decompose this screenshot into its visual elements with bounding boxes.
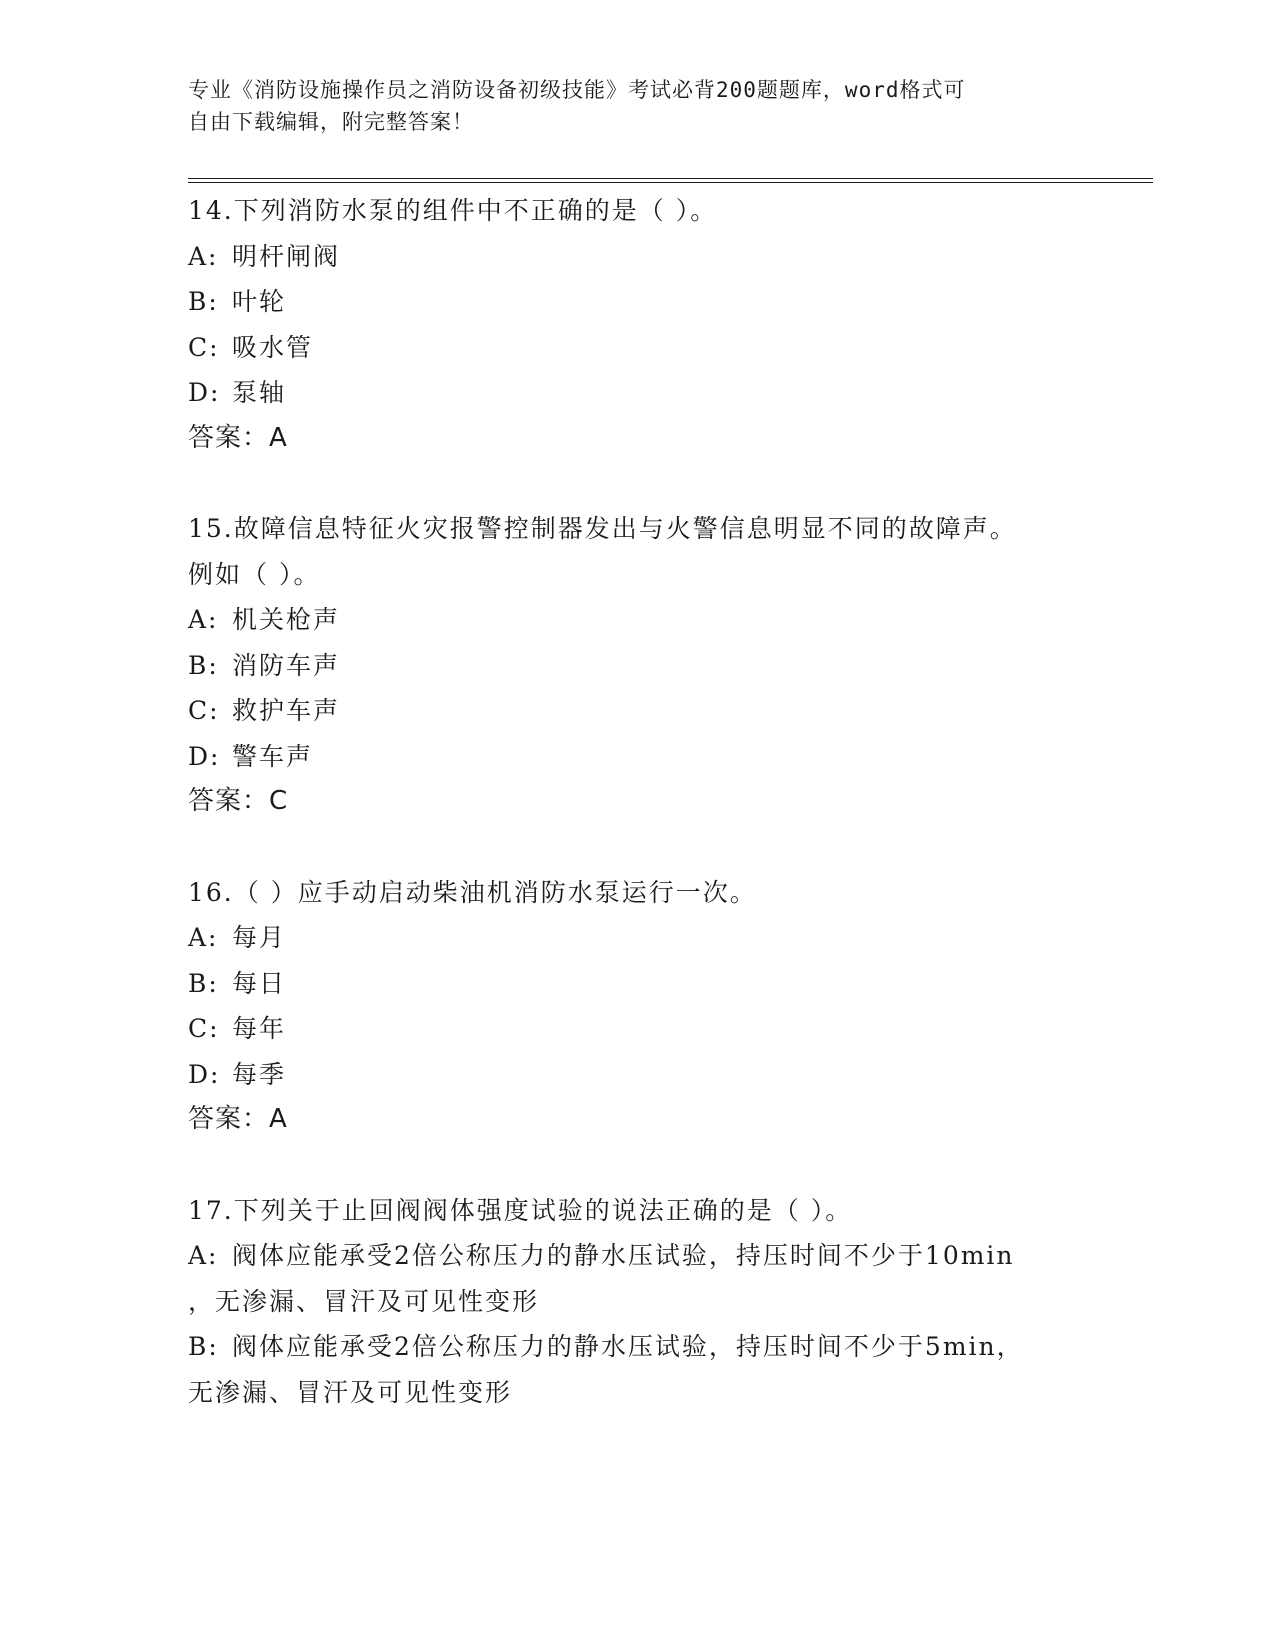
option-a <box>188 234 1148 280</box>
question-14 <box>188 188 1148 461</box>
option-text-continued: 无渗漏、冒汗及可见性变形 <box>188 1377 513 1407</box>
option-b <box>188 279 1148 325</box>
question-text: 15.故障信息特征火灾报警控制器发出与火警信息明显不同的故障声。 <box>188 514 1017 543</box>
option-letter: A: <box>188 923 219 952</box>
option-text: 每季 <box>232 1059 287 1089</box>
option-a <box>188 915 1148 961</box>
option-letter: C: <box>188 332 220 362</box>
option-text: 阀体应能承受2倍公称压力的静水压试验，持压时间不少于10min <box>232 1241 1015 1270</box>
option-b <box>188 1324 1148 1370</box>
question-text: 16.（ ）应手动启动柴油机消防水泵运行一次。 <box>188 877 757 907</box>
option-a <box>188 1233 1148 1279</box>
option-letter: A: <box>188 1241 219 1270</box>
header-line-2: 自由下载编辑，附完整答案！ <box>188 110 474 134</box>
option-letter: A: <box>188 605 219 634</box>
answer-line: 答案：A <box>188 1104 288 1134</box>
option-letter: D: <box>188 378 221 407</box>
option-a-continued <box>188 1279 1148 1325</box>
option-text: 每月 <box>232 923 287 952</box>
option-text: 每日 <box>232 968 287 998</box>
page-header <box>188 74 1088 138</box>
option-text: 阀体应能承受2倍公称压力的静水压试验，持压时间不少于5min， <box>232 1332 1024 1361</box>
question-16 <box>188 870 1148 1143</box>
option-letter: B: <box>188 1332 219 1361</box>
option-letter: A: <box>188 241 219 271</box>
option-letter: B: <box>188 650 219 680</box>
header-divider-bottom <box>188 182 1153 183</box>
option-letter: C: <box>188 1014 220 1043</box>
option-letter: D: <box>188 741 221 771</box>
question-15 <box>188 506 1148 825</box>
option-text: 叶轮 <box>232 287 287 316</box>
question-text-continued: 例如（ ）。 <box>188 559 321 589</box>
option-c <box>188 1006 1148 1052</box>
question-17 <box>188 1188 1148 1416</box>
option-a <box>188 597 1148 643</box>
option-text: 警车声 <box>232 741 314 771</box>
question-text: 17.下列关于止回阀阀体强度试验的说法正确的是（ ）。 <box>188 1195 853 1225</box>
question-list <box>188 188 1148 1460</box>
header-line-1: 专业《消防设施操作员之消防设备初级技能》考试必背200题题库，word格式可 <box>188 78 966 102</box>
answer-line: 答案：C <box>188 786 289 816</box>
option-c <box>188 325 1148 371</box>
option-text: 机关枪声 <box>232 605 341 634</box>
option-text-continued: ，无渗漏、冒汗及可见性变形 <box>188 1286 540 1316</box>
option-d <box>188 370 1148 416</box>
option-letter: B: <box>188 968 219 998</box>
option-b <box>188 643 1148 689</box>
option-text: 每年 <box>232 1014 287 1043</box>
answer-line: 答案：A <box>188 422 288 453</box>
option-c <box>188 688 1148 734</box>
option-text: 明杆闸阀 <box>232 241 341 271</box>
option-text: 泵轴 <box>232 378 287 407</box>
option-text: 消防车声 <box>232 650 341 680</box>
option-text: 救护车声 <box>232 696 341 725</box>
option-letter: B: <box>188 287 219 316</box>
option-b <box>188 961 1148 1007</box>
option-letter: D: <box>188 1059 221 1089</box>
option-text: 吸水管 <box>232 332 314 362</box>
option-b-continued <box>188 1370 1148 1416</box>
option-d <box>188 734 1148 780</box>
header-divider-top <box>188 178 1153 179</box>
option-letter: C: <box>188 696 220 725</box>
question-text: 14.下列消防水泵的组件中不正确的是（ ）。 <box>188 196 718 225</box>
option-d <box>188 1052 1148 1098</box>
